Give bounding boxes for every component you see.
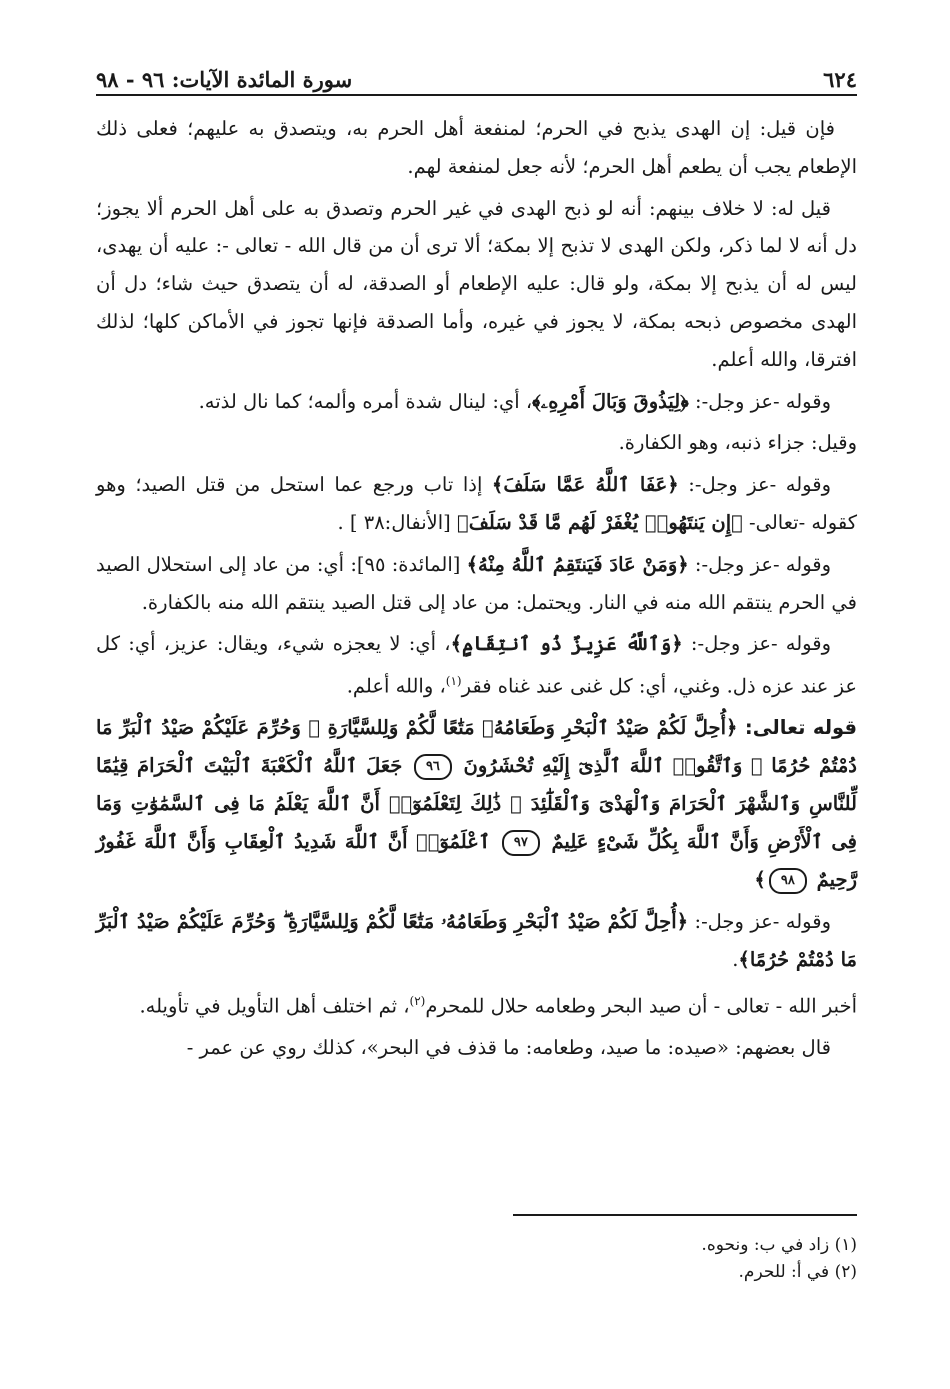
lead-text: وقوله -عز وجل-:	[688, 910, 831, 934]
ayah-number-98: ٩٨	[769, 868, 807, 894]
footnote-rule	[513, 1214, 857, 1216]
ayah-number-97: ٩٧	[502, 830, 540, 856]
commentary-text: ، أي: لا يعجزه شيء، ويقال: عزيز، أي: كل عز عند عزه ذل. وغني، أي: كل غنى عند غناه فقر	[96, 632, 857, 698]
lead-text: وقوله -عز وجل-:	[688, 389, 831, 413]
verse-heading: قوله تعالى:	[737, 716, 858, 740]
header-rule	[96, 94, 857, 96]
lead-text: وقوله -عز وجل-:	[688, 552, 832, 576]
paragraph-1: فإن قيل: إن الهدى يذبح في الحرم؛ لمنفعة أهل الحرم به، ويتصدق به عليهم؛ فعلى ذلك الإطعام يجب أن يطعم أهل الحرم؛ لأنه جعل لمنفعة لهم.	[96, 117, 857, 178]
paragraph-9	[96, 983, 857, 1025]
page-header	[96, 56, 857, 92]
verse-text: جَعَلَ ٱللَّهُ ٱلْكَعْبَةَ ٱلْبَيْتَ ٱلْحَرَامَ قِيَٰمًا لِّلنَّاسِ وَٱلشَّهْرَ ٱلْحَرَامَ وَٱلْهَدْىَ وَٱلْقَلَٰٓئِدَ ۚ ذَٰلِكَ لِتَعْلَمُوٓا۟ أَنَّ ٱللَّهَ يَعْلَمُ مَا فِى ٱلسَّمَٰوَٰتِ وَمَا فِى ٱلْأَرْضِ وَأَنَّ ٱللَّهَ بِكُلِّ شَىْءٍ عَلِيمٌ	[96, 754, 857, 854]
quran-quote: ﴿لِيَذُوقَ وَبَالَ أَمْرِهِۦ﴾	[532, 389, 689, 413]
quran-quote: ﴿إِن يَنتَهُوا۟ يُغْفَرْ لَهُم مَّا قَدْ سَلَفَ﴾	[457, 510, 743, 534]
verse-text: ٱعْلَمُوٓا۟ أَنَّ ٱللَّهَ شَدِيدُ ٱلْعِقَابِ وَأَنَّ ٱللَّهَ غَفُورٌ رَّحِيمٌ	[96, 830, 857, 892]
paragraph-10: قال بعضهم: «صيده: ما صيد، وطعامه: ما قذف في البحر»، كذلك روي عن عمر -	[186, 1036, 831, 1060]
paragraph-6	[96, 546, 857, 622]
paragraph-4: وقيل: جزاء ذنبه، وهو الكفارة.	[618, 431, 857, 455]
commentary-text: ، أي: لينال شدة أمره وألمه؛ كما نال لذته.	[198, 389, 533, 413]
paragraph-3	[96, 383, 857, 421]
verse-reference: [الأنفال:٣٨ ] .	[337, 510, 457, 534]
commentary-text: [المائدة: ٩٥]: أي: من عاد إلى استحلال الصيد في الحرم ينتقم الله منه في النار. ويحتمل: من عاد إلى قتل الصيد ينتقم الله منه بالكفارة.	[96, 552, 857, 614]
paragraph-2: قيل له: لا خلاف بينهم: أنه لو ذبح الهدى في غير الحرم وتصدق به على أهل الحرم ألا يجوز؛ دل أنه لا لما ذكر، ولكن الهدى لا تذبح إلا بمكة؛ ألا ترى أن من قال الله - تعالى -: عليه أن يهدى، ليس له أن يذبح إلا بمكة، ولو قال: عليه الإطعام أو الصدقة، له أن يتصدق حيث شاء؛ دل أن الهدى مخصوص ذبحه بمكة، لا يجوز في غيره، وأما الصدقة فإنها تجوز في الأماكن كلها؛ لذلك افترقا، والله أعلم.	[96, 196, 857, 371]
lead-text: وقوله -عز وجل-:	[678, 473, 831, 497]
footnotes	[257, 1232, 857, 1286]
verse-close: ﴾	[754, 868, 766, 892]
footnote-1: (١) زاد في ب: ونحوه.	[701, 1235, 857, 1255]
verse-text: ﴿أُحِلَّ لَكُمْ صَيْدُ ٱلْبَحْرِ وَطَعَامُهُۥ مَتَٰعًا لَّكُمْ وَلِلسَّيَّارَةِ ۖ وَحُرِّمَ عَلَيْكُمْ صَيْدُ ٱلْبَرِّ مَا دُمْتُمْ حُرُمًا ۗ وَٱتَّقُوا۟ ٱللَّهَ ٱلَّذِىٓ إِلَيْهِ تُحْشَرُونَ	[96, 716, 857, 778]
commentary-text: .	[732, 948, 739, 972]
lead-text: وقوله -عز وجل-:	[682, 632, 831, 656]
paragraph-8	[96, 903, 857, 979]
commentary-text: ، ثم اختلف أهل التأويل في تأويله.	[139, 994, 410, 1018]
paragraph-5	[96, 466, 857, 542]
commentary-text: أخبر الله - تعالى - أن صيد البحر وطعامه حلال للمحرم	[425, 994, 857, 1018]
paragraph-7	[96, 625, 857, 705]
commentary-text: إذا تاب ورجع عما استحل من قتل الصيد؛ وهو كقوله -تعالى-	[96, 473, 857, 534]
quran-quote: ﴿وَمَنْ عَادَ فَيَنتَقِمُ ٱللَّهُ مِنْهُ﴾	[466, 552, 689, 576]
main-text	[96, 110, 857, 1071]
page-number: ٦٢٤	[823, 67, 857, 92]
quran-quote: ﴿عَفَا ٱللَّهُ عَمَّا سَلَفَ﴾	[491, 473, 679, 497]
footnote-mark[interactable]: (١)	[445, 674, 462, 689]
footnote-mark[interactable]: (٢)	[409, 994, 426, 1009]
verses-block	[96, 709, 857, 899]
ayah-number-96: ٩٦	[414, 754, 452, 780]
running-title: سورة المائدة الآيات: ٩٦ - ٩٨	[96, 67, 353, 92]
footnote-2: (٢) في أ: للحرم.	[738, 1262, 857, 1282]
quran-quote: ﴿وَٱللَّهُ عَزِيزٌ ذُو ٱنتِقَامٍ﴾	[450, 632, 683, 656]
commentary-text: ، والله أعلم.	[346, 674, 446, 698]
quran-quote: ﴿أُحِلَّ لَكُمْ صَيْدُ ٱلْبَحْرِ وَطَعَامُهُۥ مَتَٰعًا لَّكُمْ وَلِلسَّيَّارَةِ ۖ وَحُرِّمَ عَلَيْكُمْ صَيْدُ ٱلْبَرِّ مَا دُمْتُمْ حُرُمًا﴾	[96, 910, 857, 972]
